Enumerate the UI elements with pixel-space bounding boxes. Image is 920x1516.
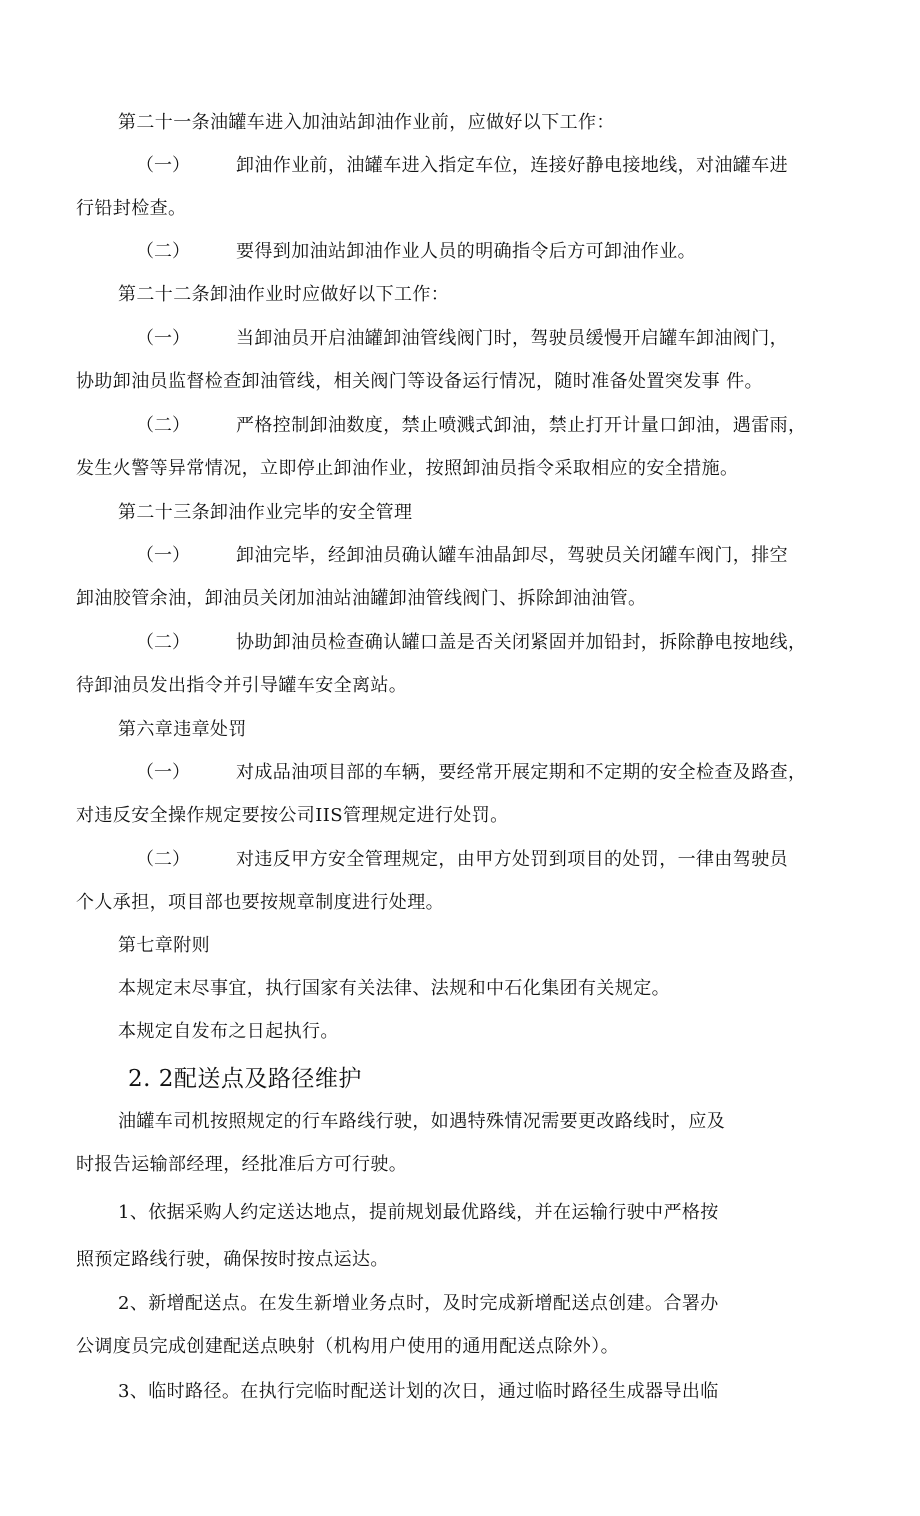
- article-21-title: 第二十一条油罐车进入加油站卸油作业前，应做好以下工作：: [118, 112, 615, 133]
- item-number: （一）: [136, 762, 190, 783]
- item-number: （一）: [136, 328, 190, 349]
- article-22-title: 第二十二条卸油作业时应做好以下工作：: [118, 284, 450, 305]
- paragraph-line: 对成品油项目部的车辆，要经常开展定期和不定期的安全检查及路查，: [236, 762, 807, 783]
- paragraph-line: 对违反甲方安全管理规定，由甲方处罚到项目的处罚，一律由驾驶员: [236, 849, 788, 870]
- paragraph-line: 协助卸油员监督检查卸油管线，相关阀门等设备运行情况，随时准备处置突发事 件。: [76, 371, 763, 392]
- item-number: （一）: [136, 155, 190, 176]
- paragraph-line: 发生火警等异常情况，立即停止卸油作业，按照卸油员指令采取相应的安全措施。: [76, 458, 739, 479]
- article-23-title: 第二十三条卸油作业完毕的安全管理: [118, 502, 413, 523]
- paragraph-line: 卸油胶管余油，卸油员关闭加油站油罐卸油管线阀门、拆除卸油油管。: [76, 588, 647, 609]
- paragraph-line: 卸油完毕，经卸油员确认罐车油晶卸尽，驾驶员关闭罐车阀门，排空: [236, 545, 788, 566]
- paragraph-line: 待卸油员发出指令并引导罐车安全离站。: [76, 675, 408, 696]
- paragraph-line: 当卸油员开启油罐卸油管线阀门时，驾驶员缓慢开启罐车卸油阀门，: [236, 328, 788, 349]
- paragraph-line: 严格控制卸油数度，禁止喷溅式卸油，禁止打开计量口卸油，遇雷雨，: [236, 415, 807, 436]
- item-number: （二）: [136, 849, 190, 870]
- paragraph-line: 卸油作业前，油罐车进入指定车位，连接好静电接地线，对油罐车进: [236, 155, 788, 176]
- paragraph-line: 对违反安全操作规定要按公司IIS管理规定进行处罚。: [76, 805, 509, 826]
- paragraph-line: 油罐车司机按照规定的行车路线行驶，如遇特殊情况需要更改路线时，应及: [118, 1111, 726, 1132]
- paragraph-line: 要得到加油站卸油作业人员的明确指令后方可卸油作业。: [236, 241, 696, 262]
- paragraph-line: 个人承担，项目部也要按规章制度进行处理。: [76, 892, 444, 913]
- paragraph-line: 时报告运输部经理，经批准后方可行驶。: [76, 1154, 408, 1175]
- paragraph-line: 本规定自发布之日起执行。: [118, 1021, 339, 1042]
- paragraph-line: 协助卸油员检查确认罐口盖是否关闭紧固并加铅封，拆除静电按地线，: [236, 632, 807, 653]
- item-number: （二）: [136, 632, 190, 653]
- item-number: （二）: [136, 241, 190, 262]
- paragraph-line: 行铅封检查。: [76, 198, 187, 219]
- list-item: 3、临时路径。在执行完临时配送计划的次日，通过临时路径生成器导出临: [118, 1381, 719, 1402]
- paragraph-line: 公调度员完成创建配送点映射（机构用户使用的通用配送点除外）。: [76, 1336, 619, 1357]
- paragraph-line: 照预定路线行驶，确保按时按点运达。: [76, 1249, 389, 1270]
- chapter-6-title: 第六章违章处罚: [118, 719, 247, 740]
- chapter-7-title: 第七章附则: [118, 935, 210, 956]
- item-number: （一）: [136, 545, 190, 566]
- list-item: 2、新增配送点。在发生新增业务点时，及时完成新增配送点创建。合署办: [118, 1293, 719, 1314]
- section-heading: 2. 2配送点及路径维护: [128, 1066, 362, 1092]
- list-item: 1、依据采购人约定送达地点，提前规划最优路线，并在运输行驶中严格按: [118, 1202, 719, 1223]
- paragraph-line: 本规定末尽事宜，执行国家有关法律、法规和中石化集团有关规定。: [118, 978, 670, 999]
- item-number: （二）: [136, 415, 190, 436]
